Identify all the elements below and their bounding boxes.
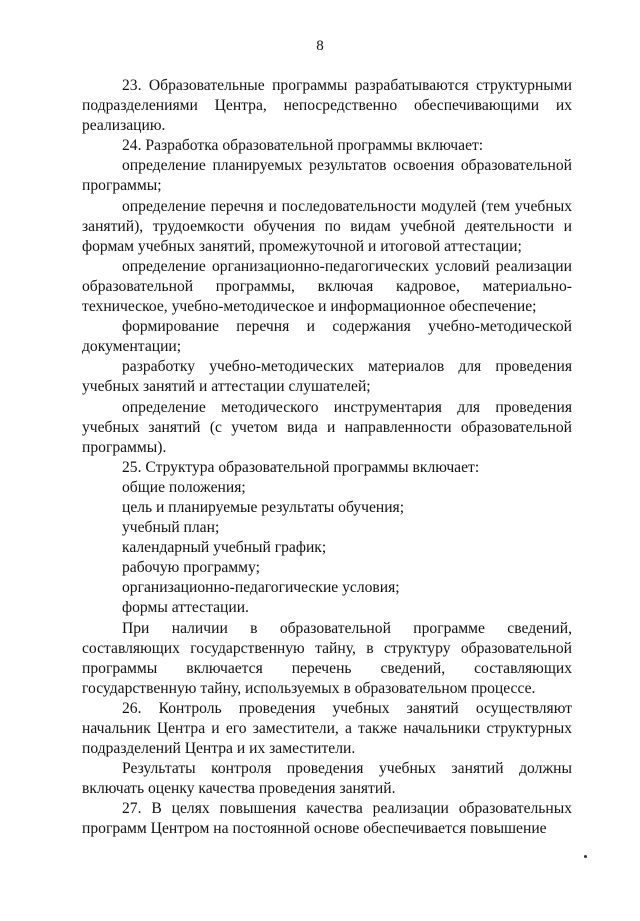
document-body (82, 76, 572, 840)
paragraph-24-item-6: определение методического инструментария для проведения учебных занятий (с учетом вида и направленности образовательной программы). (82, 398, 572, 456)
structure-item: организационно-педагогические условия; (122, 579, 400, 597)
structure-item: календарный учебный график; (122, 539, 327, 557)
page-number: 8 (316, 38, 324, 54)
structure-item: цель и планируемые результаты обучения; (122, 498, 405, 516)
paragraph-state-secret: При наличии в образовательной программе сведений, составляющих государственную тайну, в структуру образовательной программы включается перечень сведений, составляющих государственную тайну, используемых в образовательном процессе. (82, 619, 572, 697)
paragraph-26: 26. Контроль проведения учебных занятий осуществляют начальник Центра и его заместители, а также начальники структурных подразделений Центра и их заместители. (82, 699, 572, 758)
paragraph-23: 23. Образовательные программы разрабатываются структурными подразделениями Центра, непосредственно обеспечивающими их реализацию. (82, 77, 572, 135)
paragraph-27: 27. В целях повышения качества реализации образовательных программ Центром на постоянной основе обеспечивается повышение (82, 800, 572, 838)
paragraph-24-item-4: формирование перечня и содержания учебно-методической документации; (82, 318, 572, 356)
structure-item: формы аттестации. (122, 599, 249, 617)
paragraph-25: 25. Структура образовательной программы включает: (122, 458, 480, 476)
structure-item: общие положения; (122, 478, 246, 496)
structure-list (82, 478, 572, 619)
paragraph-24-item-2: определение перечня и последовательности модулей (тем учебных занятий), трудоемкости обучения по видам учебной деятельности и формам учебных занятий, промежуточной и итоговой аттестации; (82, 197, 572, 255)
paragraph-24-item-1: определение планируемых результатов освоения образовательной программы; (82, 157, 572, 195)
paragraph-24-item-3: определение организационно-педагогических условий реализации образовательной программы, включая кадровое, материально-техническое, учебно-методическое и информационное обеспечение; (82, 257, 572, 316)
paragraph-24-item-5: разработку учебно-методических материалов для проведения учебных занятий и аттестации слушателей; (82, 358, 572, 396)
structure-item: рабочую программу; (122, 559, 260, 577)
paragraph-24: 24. Разработка образовательной программы включает: (122, 137, 484, 155)
scan-speck (584, 855, 587, 858)
paragraph-26-results: Результаты контроля проведения учебных занятий должны включать оценку качества проведения занятий. (82, 760, 572, 798)
structure-item: учебный план; (122, 519, 220, 537)
